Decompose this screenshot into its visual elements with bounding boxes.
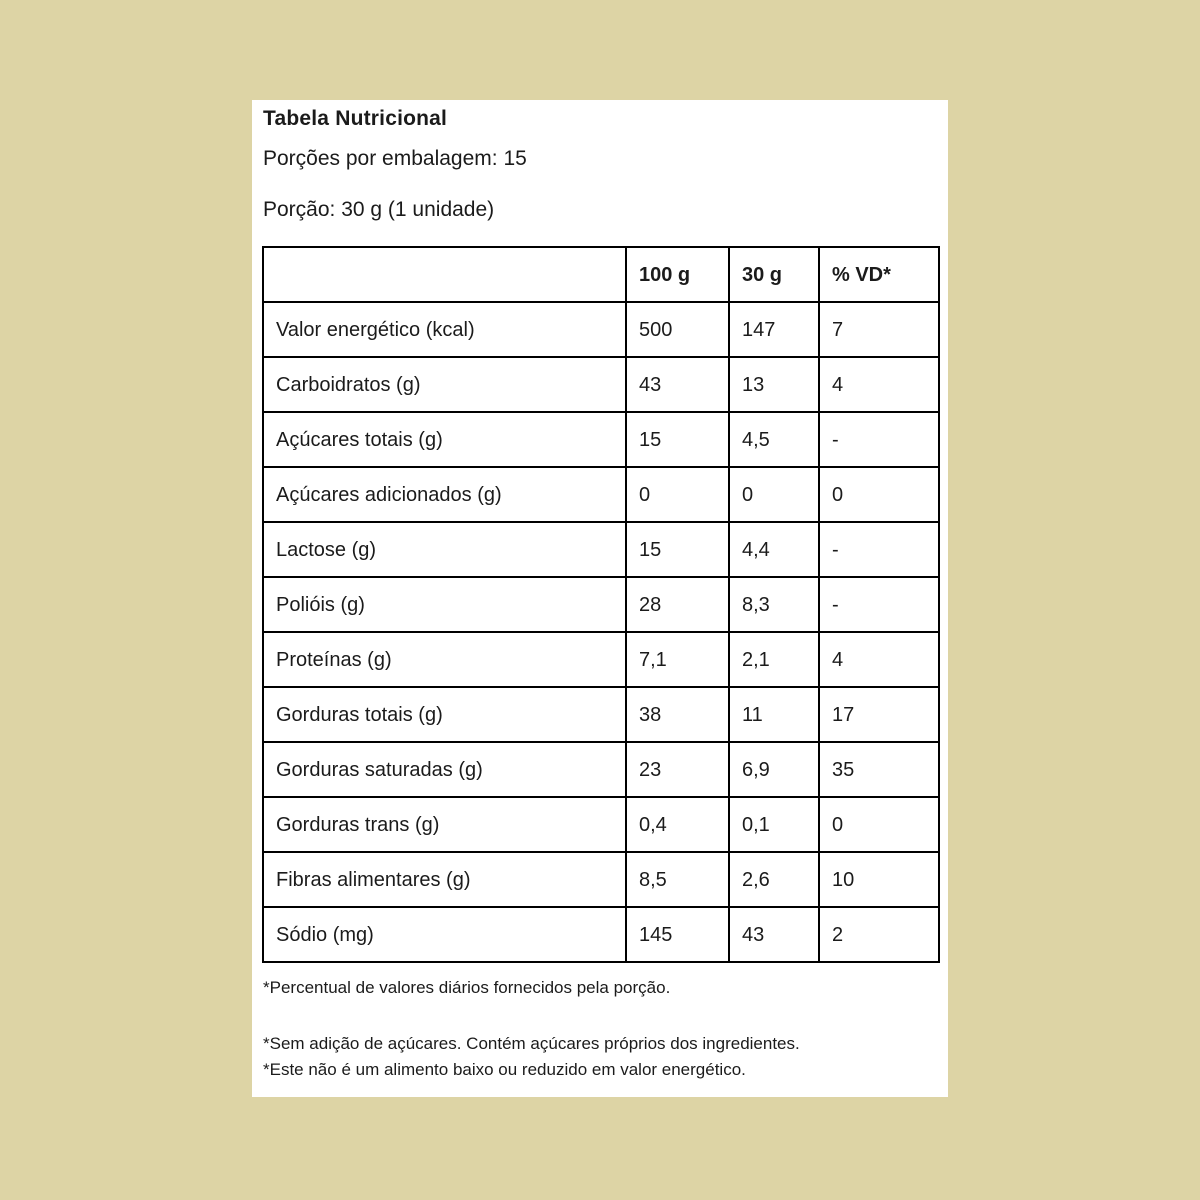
nutrition-label-card xyxy=(252,100,948,1097)
per-100g-cell: 43 xyxy=(626,357,729,412)
nutrient-name-cell: Sódio (mg) xyxy=(263,907,626,962)
nutrition-table xyxy=(262,246,940,963)
per-portion-cell: 2,6 xyxy=(729,852,819,907)
per-100g-cell: 38 xyxy=(626,687,729,742)
footnote-sugar: *Sem adição de açúcares. Contém açúcares próprios dos ingredientes. xyxy=(263,1034,800,1053)
footnote-percent-vd: *Percentual de valores diários fornecidos pela porção. xyxy=(263,978,671,997)
nutrient-name-cell: Gorduras saturadas (g) xyxy=(263,742,626,797)
table-row xyxy=(263,412,939,467)
footnote-energy: *Este não é um alimento baixo ou reduzido em valor energético. xyxy=(263,1060,746,1079)
percent-vd-cell: 35 xyxy=(819,742,939,797)
percent-vd-cell: 4 xyxy=(819,357,939,412)
per-100g-cell: 0,4 xyxy=(626,797,729,852)
nutrient-name-cell: Polióis (g) xyxy=(263,577,626,632)
nutrient-name-cell: Açúcares totais (g) xyxy=(263,412,626,467)
per-100g-cell: 7,1 xyxy=(626,632,729,687)
per-portion-cell: 6,9 xyxy=(729,742,819,797)
per-portion-cell: 147 xyxy=(729,302,819,357)
header-cell-30g: 30 g xyxy=(729,247,819,302)
percent-vd-cell: - xyxy=(819,522,939,577)
table-row xyxy=(263,632,939,687)
percent-vd-cell: 7 xyxy=(819,302,939,357)
table-row xyxy=(263,742,939,797)
table-row xyxy=(263,467,939,522)
table-row xyxy=(263,577,939,632)
percent-vd-cell: - xyxy=(819,577,939,632)
table-row xyxy=(263,687,939,742)
nutrition-table-header xyxy=(263,247,939,302)
percent-vd-cell: 17 xyxy=(819,687,939,742)
table-row xyxy=(263,852,939,907)
percent-vd-cell: 10 xyxy=(819,852,939,907)
percent-vd-cell: - xyxy=(819,412,939,467)
per-100g-cell: 28 xyxy=(626,577,729,632)
table-row xyxy=(263,302,939,357)
percent-vd-cell: 4 xyxy=(819,632,939,687)
header-cell-percent-vd: % VD* xyxy=(819,247,939,302)
per-portion-cell: 4,5 xyxy=(729,412,819,467)
per-100g-cell: 500 xyxy=(626,302,729,357)
per-portion-cell: 8,3 xyxy=(729,577,819,632)
nutrient-name-cell: Gorduras trans (g) xyxy=(263,797,626,852)
percent-vd-cell: 0 xyxy=(819,797,939,852)
per-portion-cell: 2,1 xyxy=(729,632,819,687)
per-portion-cell: 0,1 xyxy=(729,797,819,852)
percent-vd-cell: 2 xyxy=(819,907,939,962)
nutrient-name-cell: Fibras alimentares (g) xyxy=(263,852,626,907)
per-portion-cell: 13 xyxy=(729,357,819,412)
nutrient-name-cell: Gorduras totais (g) xyxy=(263,687,626,742)
per-portion-cell: 11 xyxy=(729,687,819,742)
header-cell-blank xyxy=(263,247,626,302)
per-portion-cell: 0 xyxy=(729,467,819,522)
per-100g-cell: 0 xyxy=(626,467,729,522)
per-portion-cell: 4,4 xyxy=(729,522,819,577)
footnote-block xyxy=(263,1031,800,1083)
nutrient-name-cell: Lactose (g) xyxy=(263,522,626,577)
table-row xyxy=(263,797,939,852)
label-title: Tabela Nutricional xyxy=(263,107,448,130)
serving-size-line: Porção: 30 g (1 unidade) xyxy=(263,198,495,221)
nutrient-name-cell: Açúcares adicionados (g) xyxy=(263,467,626,522)
per-100g-cell: 15 xyxy=(626,412,729,467)
header-row xyxy=(263,247,939,302)
per-100g-cell: 8,5 xyxy=(626,852,729,907)
nutrient-name-cell: Proteínas (g) xyxy=(263,632,626,687)
per-100g-cell: 145 xyxy=(626,907,729,962)
nutrient-name-cell: Valor energético (kcal) xyxy=(263,302,626,357)
table-row xyxy=(263,907,939,962)
table-row xyxy=(263,522,939,577)
per-100g-cell: 23 xyxy=(626,742,729,797)
table-row xyxy=(263,357,939,412)
nutrition-table-body xyxy=(263,302,939,962)
per-portion-cell: 43 xyxy=(729,907,819,962)
percent-vd-cell: 0 xyxy=(819,467,939,522)
header-cell-100g: 100 g xyxy=(626,247,729,302)
nutrient-name-cell: Carboidratos (g) xyxy=(263,357,626,412)
servings-per-package-line: Porções por embalagem: 15 xyxy=(263,147,527,170)
per-100g-cell: 15 xyxy=(626,522,729,577)
